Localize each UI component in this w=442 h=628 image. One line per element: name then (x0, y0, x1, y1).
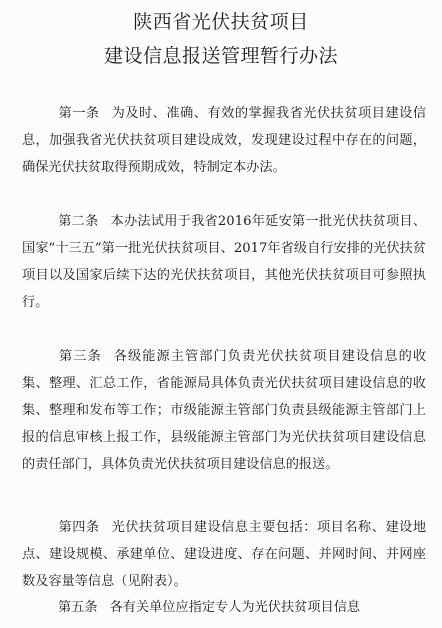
article-3-label: 第三条 (58, 349, 102, 364)
article-5-label: 第五条 (58, 600, 98, 615)
article-2 (22, 208, 426, 316)
article-3-text: 各级能源主管部门负责光伏扶贫项目建设信息的收集、整理、汇总工作，省能源局具体负责光伏扶贫项目建设信息的收集、整理和发布等工作；市级能源主管部门负责县级能源主管部门上报的信息审核上报工作，县级能源主管部门为光伏扶贫项目建设信息的责任部门，具体负责光伏扶贫项目建设信息的报送。 (22, 349, 427, 472)
document-title-line-1: 陕西省光伏扶贫项目 (133, 11, 309, 33)
article-2-label: 第二条 (58, 214, 99, 229)
article-4 (22, 514, 426, 595)
article-5-text: 各有关单位应指定专人为光伏扶贫项目信息 (109, 600, 361, 615)
article-1-label: 第一条 (58, 106, 100, 121)
article-3 (22, 343, 426, 478)
article-1-text: 为及时、准确、有效的掌握我省光伏扶贫项目建设信息，加强我省光伏扶贫项目建设成效，发现建设过程中存在的问题，确保光伏扶贫取得预期成效，特制定本办法。 (22, 106, 427, 175)
article-4-text: 光伏扶贫项目建设信息主要包括：项目名称、建设地点、建设规模、承建单位、建设进度、存在问题、并网时间、并网座数及容量等信息（见附表）。 (22, 520, 427, 589)
article-2-text: 本办法试用于我省2016年延安第一批光伏扶贫项目、国家“十三五”第一批光伏扶贫项目、2017年省级自行安排的光伏扶贫项目以及国家后续下达的光伏扶贫项目，其他光伏扶贫项目可参照执行。 (22, 214, 426, 310)
article-5 (22, 594, 426, 621)
document-title-line-2: 建设信息报送管理暂行办法 (103, 45, 338, 67)
article-1 (22, 100, 426, 181)
article-4-label: 第四条 (58, 520, 100, 535)
